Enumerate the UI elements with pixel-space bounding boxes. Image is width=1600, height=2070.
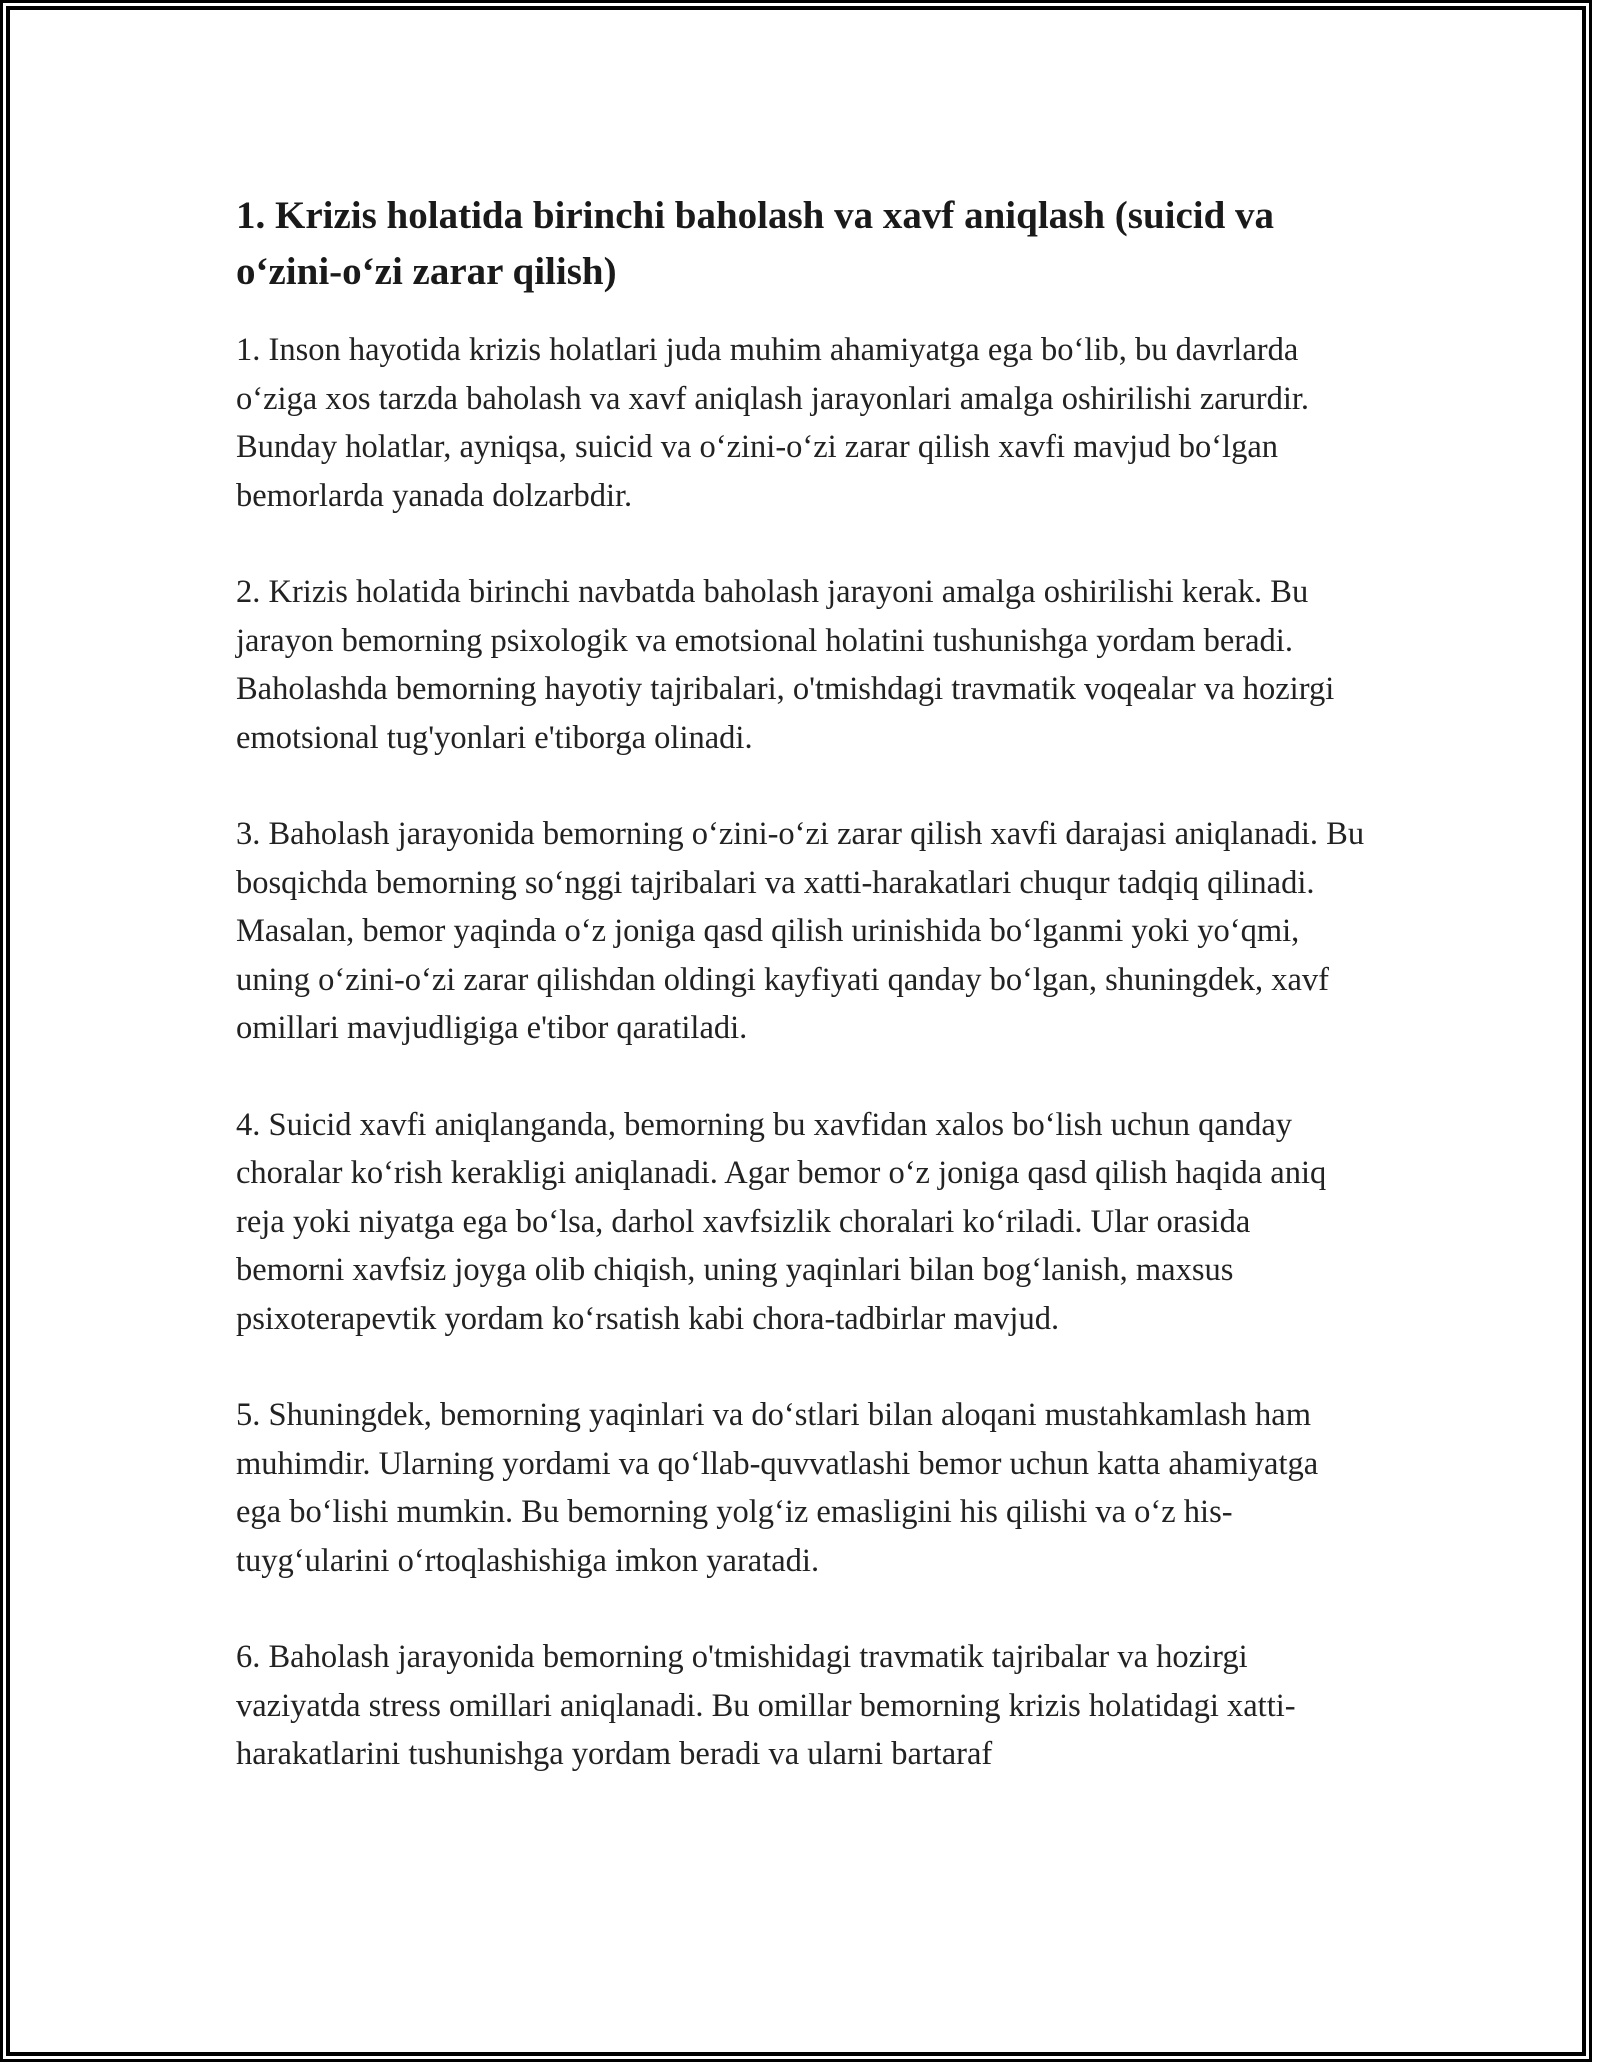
paragraph-5: 5. Shuningdek, bemorning yaqinlari va do‘stlari bilan aloqani mustahkamlash ham muhimdir. Ularning yordami va qo‘llab-quvvatlashi bemor uchun katta ahamiyatga ega bo‘lishi mumkin. Bu bemorning yolg‘iz emasligini his qilishi va o‘z his-tuyg‘ularini o‘rtoqlashishiga imkon yaratadi. [236,1397,1319,1579]
paragraph-2: 2. Krizis holatida birinchi navbatda baholash jarayoni amalga oshirilishi kerak. Bu jarayon bemorning psixologik va emotsional holatini tushunishga yordam beradi. Baholashda bemorning hayotiy tajribalari, o'tmishdagi travmatik voqealar va hozirgi emotsional tug'yonlari e'tiborga olinadi. [236,574,1335,756]
paragraph-6: 6. Baholash jarayonida bemorning o'tmishidagi travmatik tajribalar va hozirgi vaziyatda stress omillari aniqlanadi. Bu omillar bemorning krizis holatidagi xatti-harakatlarini tushunishga yordam beradi va ularni bartaraf [236,1639,1296,1772]
section-heading: 1. Krizis holatida birinchi baholash va xavf aniqlash (suicid va o‘zini-o‘zi zarar qilish) [236,194,1275,293]
document-body [236,188,1366,1827]
paragraph-1: 1. Inson hayotida krizis holatlari juda muhim ahamiyatga ega bo‘lib, bu davrlarda o‘ziga xos tarzda baholash va xavf aniqlash jarayonlari amalga oshirilishi zarurdir. Bunday holatlar, ayniqsa, suicid va o‘zini-o‘zi zarar qilish xavfi mavjud bo‘lgan bemorlarda yanada dolzarbdir. [236,332,1310,514]
paragraph-3: 3. Baholash jarayonida bemorning o‘zini-o‘zi zarar qilish xavfi darajasi aniqlanadi. Bu bosqichda bemorning so‘nggi tajribalari va xatti-harakatlari chuqur tadqiq qilinadi. Masalan, bemor yaqinda o‘z joniga qasd qilish urinishida bo‘lganmi yoki yo‘qmi, uning o‘zini-o‘zi zarar qilishdan oldingi kayfiyati qanday bo‘lgan, shuningdek, xavf omillari mavjudligiga e'tibor qaratiladi. [236,816,1365,1046]
paragraph-4: 4. Suicid xavfi aniqlanganda, bemorning bu xavfidan xalos bo‘lish uchun qanday choralar ko‘rish kerakligi aniqlanadi. Agar bemor o‘z joniga qasd qilish haqida aniq reja yoki niyatga ega bo‘lsa, darhol xavfsizlik choralari ko‘riladi. Ular orasida bemorni xavfsiz joyga olib chiqish, uning yaqinlari bilan bog‘lanish, maxsus psixoterapevtik yordam ko‘rsatish kabi chora-tadbirlar mavjud. [236,1106,1327,1337]
